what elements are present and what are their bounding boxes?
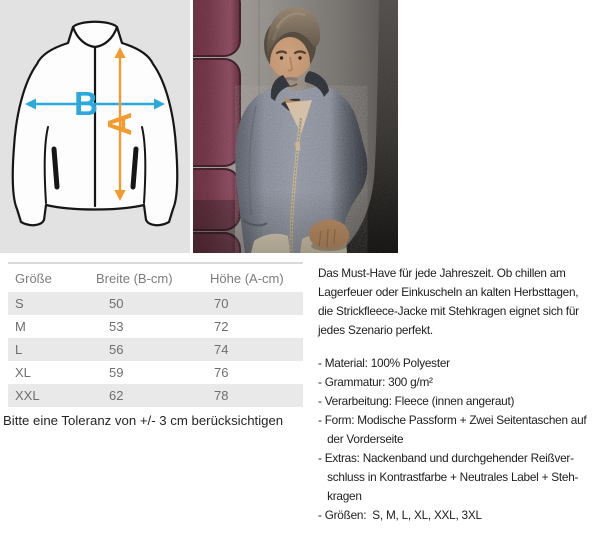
text-line: - Form: Modische Passform + Zwei Seitentaschen auf — [318, 413, 587, 427]
product-description — [318, 264, 600, 525]
table-cell-hoehe: 74 — [214, 342, 229, 357]
jacket-measurement-diagram — [0, 0, 190, 253]
table-row — [8, 361, 303, 384]
table-row — [8, 338, 303, 361]
text-line: - Grammatur: 300 g/m² — [318, 375, 433, 389]
size-table-header-row — [8, 263, 303, 292]
column-header-height: Höhe (A-cm) — [210, 270, 284, 286]
table-cell-groesse: M — [15, 319, 26, 334]
table-cell-hoehe: 70 — [214, 296, 229, 311]
table-cell-hoehe: 76 — [214, 365, 229, 380]
table-cell-groesse: XXL — [15, 388, 40, 403]
table-cell-groesse: L — [15, 342, 23, 357]
size-table — [8, 262, 303, 407]
model-illustration — [193, 0, 398, 253]
size-table-body — [8, 292, 303, 407]
text-line: - Verarbeitung: Fleece (innen angeraut) — [318, 394, 515, 408]
left-pocket-slit — [54, 149, 57, 187]
text-line: jedes Szenario perfekt. — [318, 323, 433, 337]
product-photo — [193, 0, 398, 253]
text-line: Lagerfeuer oder Einkuscheln an kalten Herbsttagen, — [318, 285, 579, 299]
table-cell-breite: 56 — [109, 342, 124, 357]
table-cell-breite: 59 — [109, 365, 124, 380]
text-line: der Vorderseite — [318, 432, 404, 446]
table-row — [8, 315, 303, 338]
text-line: - Größen: S, M, L, XL, XXL, 3XL — [318, 508, 482, 522]
jacket-diagram-svg — [0, 0, 190, 253]
text-line: die Strickfleece-Jacke mit Stehkragen eignet sich für — [318, 304, 579, 318]
right-pocket-slit — [133, 149, 136, 187]
height-label: A — [101, 112, 138, 136]
table-cell-hoehe: 78 — [214, 388, 229, 403]
table-cell-groesse: S — [15, 296, 24, 311]
text-line: - Material: 100% Polyester — [318, 356, 450, 370]
table-row — [8, 292, 303, 315]
text-line: - Extras: Nackenband und durchgehender Reißver- — [318, 451, 574, 465]
column-header-width: Breite (B-cm) — [96, 270, 173, 286]
feature-list — [318, 354, 600, 525]
column-header-size: Größe — [15, 270, 52, 286]
text-line: kragen — [318, 489, 362, 503]
table-cell-breite: 53 — [109, 319, 124, 334]
text-line: schluss in Kontrastfarbe + Neutrales Label + Steh- — [318, 470, 579, 484]
table-row — [8, 384, 303, 407]
table-cell-groesse: XL — [15, 365, 31, 380]
table-cell-hoehe: 72 — [214, 319, 229, 334]
description-intro — [318, 264, 600, 340]
table-cell-breite: 62 — [109, 388, 124, 403]
table-cell-breite: 50 — [109, 296, 124, 311]
text-line: Das Must-Have für jede Jahreszeit. Ob chillen am — [318, 266, 566, 280]
tolerance-note: Bitte eine Toleranz von +/- 3 cm berücksichtigen — [3, 413, 284, 428]
width-label: B — [74, 85, 98, 122]
